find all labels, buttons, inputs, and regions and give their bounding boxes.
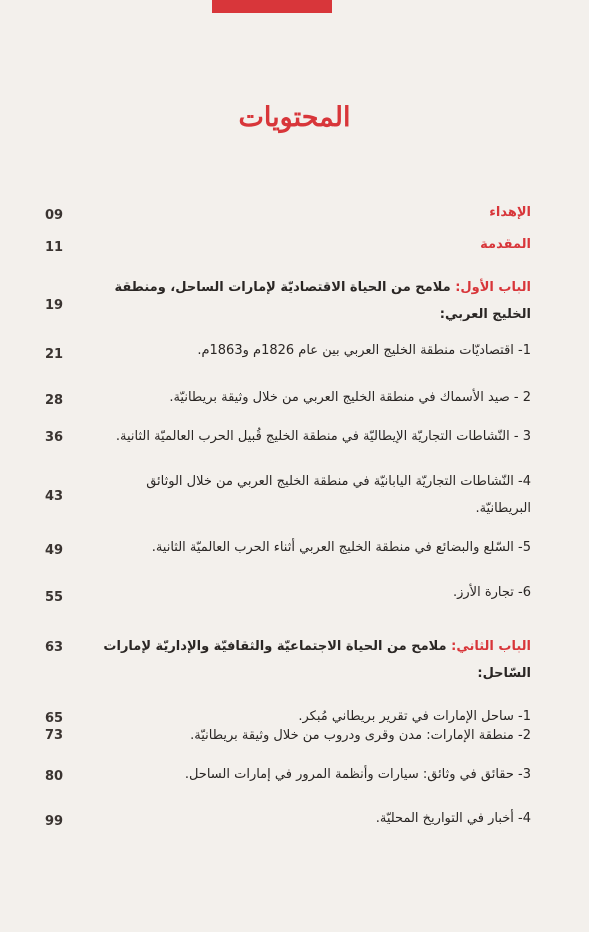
toc-entry-label: 6- تجارة الأرز. [452,585,531,600]
chapter-title: ملامح من الحياة الاجتماعيّة والثقافيّة والإداريّة لإمارات السّاحل: [103,639,531,681]
toc-entry-label: الإهداء [489,205,531,220]
toc-entry-label: المقدمة [480,237,531,252]
toc-entry-label: 4- أخبار في التواريخ المحليّة. [375,811,531,826]
toc-page-number: 11 [44,240,64,255]
toc-page-number: 73 [44,728,64,743]
toc-page-number: 28 [44,393,64,408]
toc-page-number: 80 [44,769,64,784]
toc-page-number: 43 [44,489,64,504]
toc-page-number: 19 [44,298,64,313]
toc-entry-label: 2- منطقة الإمارات: مدن وقرى ودروب من خلال وثيقة بريطانيّة. [190,728,531,743]
toc-entry-label: 2 - صيد الأسماك في منطقة الخليج العربي من خلال وثيقة بريطانيّة. [169,390,531,405]
toc-entry-label: 4- النّشاطات التجاريّة اليابانيّة في منطقة الخليج العربي من خلال الوثائق البريطانيّة. [146,474,531,516]
toc-chapter-heading [91,274,531,328]
top-red-tab [212,0,332,13]
toc-page-number: 49 [44,543,64,558]
toc-page-number: 21 [44,347,64,362]
page-title: المحتويات [238,102,351,133]
toc-entry-label: 3- حقائق في وثائق: سيارات وأنظمة المرور في إمارات الساحل. [184,767,531,782]
toc-entry-label: 1- اقتصاديّات منطقة الخليج العربي بين عام 1826م و1863م. [197,343,531,358]
toc-entry-label: 1- ساحل الإمارات في تقرير بريطاني مُبكر. [298,709,531,724]
toc-entry-label: 5- السّلع والبضائع في منطقة الخليج العربي أثناء الحرب العالميّة الثانية. [151,540,531,555]
toc-page-number: 55 [44,590,64,605]
toc-page-number: 63 [44,640,64,655]
chapter-prefix: الباب الأول: [455,280,531,295]
toc-page-number: 36 [44,430,64,445]
chapter-prefix: الباب الثاني: [451,639,531,654]
toc-page-number: 65 [44,711,64,726]
chapter-title: ملامح من الحياة الاقتصاديّة لإمارات الساحل، ومنطقة الخليج العربي: [114,280,531,322]
toc-page-number: 09 [44,208,64,223]
toc-entry-label: 3 - النّشاطات التجاريّة الإيطاليّة في منطقة الخليج قُبيل الحرب العالميّة الثانية. [115,429,531,444]
toc-chapter-heading [91,633,531,687]
toc-page-number: 99 [44,814,64,829]
